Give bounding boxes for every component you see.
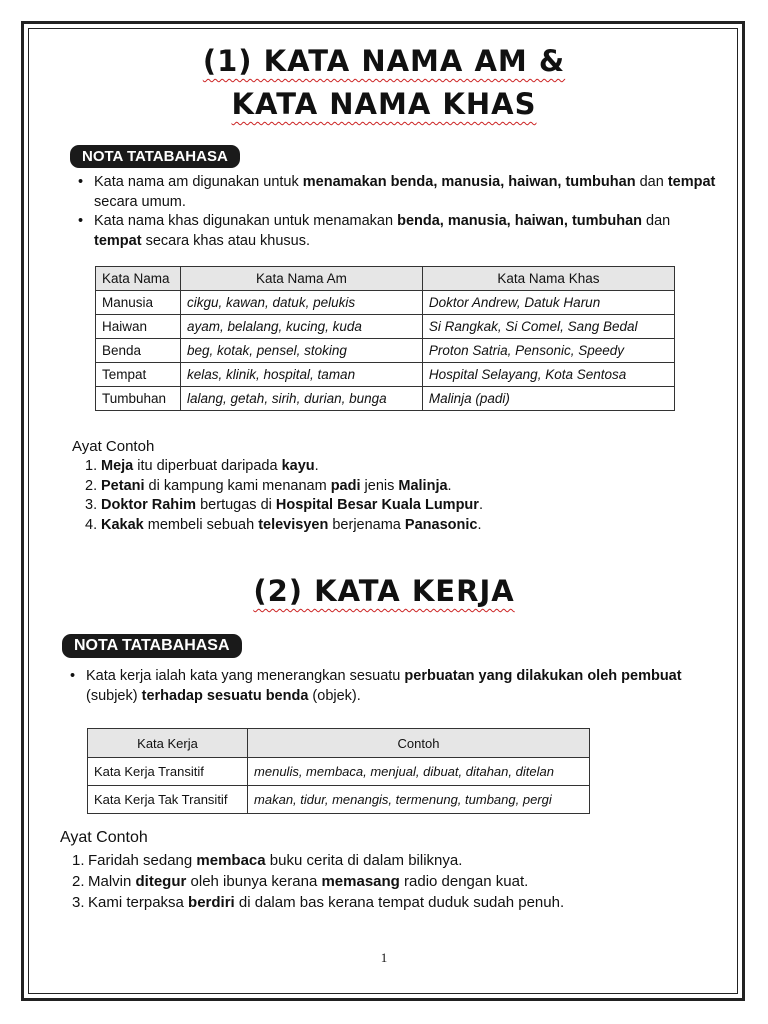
sentence-text: Kami terpaksa — [88, 894, 189, 911]
sentence-text: radio dengan kuat. — [399, 873, 529, 890]
sentence-number: 3. — [72, 894, 85, 911]
example-sentence — [85, 477, 483, 497]
table-cell: Kata Kerja Tak Transitif — [88, 786, 248, 814]
table-cell: Tempat — [96, 363, 181, 387]
table-row — [96, 363, 675, 387]
section2-ayat-list — [72, 850, 564, 913]
keyword: Hospital Besar Kuala Lumpur — [275, 497, 479, 513]
keyword: Petani — [101, 477, 145, 494]
table-cell: kelas, klinik, hospital, taman — [181, 363, 423, 387]
table-cell: Tumbuhan — [96, 387, 181, 411]
table-row — [96, 387, 675, 411]
table-cell: Malinja (padi) — [422, 387, 674, 411]
section1-ayat-title: Ayat Contoh — [72, 438, 155, 455]
keyword: televisyen — [258, 516, 329, 533]
sentence-text: oleh ibunya kerana — [186, 873, 322, 890]
sentence-number: 1. — [72, 852, 85, 869]
keyword: Malinja — [398, 477, 448, 494]
table-cell: menulis, membaca, menjual, dibuat, ditahan, ditelan — [248, 758, 590, 786]
table-cell: beg, kotak, pensel, stoking — [181, 339, 423, 363]
table-cell: Proton Satria, Pensonic, Speedy — [422, 339, 674, 363]
keyword: memasang — [321, 873, 400, 890]
sentence-text: di dalam bas kerana tempat duduk sudah penuh. — [234, 894, 565, 911]
sentence-number: 2. — [85, 477, 98, 494]
section2-title: (2) KATA KERJA — [253, 574, 515, 608]
table-header: Kata Nama Am — [181, 267, 423, 291]
table-cell: Si Rangkak, Si Comel, Sang Bedal — [422, 315, 674, 339]
table-cell: Hospital Selayang, Kota Sentosa — [422, 363, 674, 387]
note-item: • Kata nama khas digunakan untuk menamakan benda, manusia, haiwan, tumbuhan dan tempat secara khas atau khusus. — [78, 212, 718, 251]
section1-badge: NOTA TATABAHASA — [70, 145, 240, 168]
section2-badge: NOTA TATABAHASA — [62, 634, 242, 658]
page-number: 1 — [380, 950, 388, 965]
keyword: Doktor Rahim — [101, 497, 197, 513]
table-cell: lalang, getah, sirih, durian, bunga — [181, 387, 423, 411]
kata-kerja-table — [87, 728, 590, 814]
table-cell: ayam, belalang, kucing, kuda — [181, 315, 423, 339]
table-cell: makan, tidur, menangis, termenung, tumbang, pergi — [248, 786, 590, 814]
note-item: • Kata nama am digunakan untuk menamakan benda, manusia, haiwan, tumbuhan dan tempat secara umum. — [78, 173, 718, 212]
note-item: • Kata kerja ialah kata yang menerangkan sesuatu perbuatan yang dilakukan oleh pembuat (subjek) terhadap sesuatu benda (objek). — [70, 667, 710, 706]
kata-nama-table — [95, 266, 675, 411]
sentence-number: 2. — [72, 873, 85, 890]
keyword: membaca — [196, 852, 266, 869]
sentence-text: Faridah sedang — [88, 852, 197, 869]
sentence-text: . — [477, 516, 482, 533]
table-cell: Benda — [96, 339, 181, 363]
section1-notes — [78, 173, 718, 251]
section2-notes — [70, 667, 710, 706]
table-header: Kata Nama Khas — [422, 267, 674, 291]
sentence-text: membeli sebuah — [143, 516, 259, 533]
keyword: Panasonic — [404, 516, 478, 533]
sentence-number: 4. — [85, 516, 98, 533]
example-sentence — [85, 457, 483, 477]
sentence-text: . — [447, 477, 452, 494]
sentence-text: berjenama — [328, 516, 405, 533]
sentence-text: . — [478, 497, 483, 513]
section1-title-line1: (1) KATA NAMA AM & — [202, 44, 566, 78]
keyword: kayu — [281, 458, 315, 474]
sentence-text: di kampung kami menanam — [144, 477, 331, 494]
sentence-text: Malvin — [88, 873, 136, 890]
table-cell: cikgu, kawan, datuk, pelukis — [181, 291, 423, 315]
sentence-text: jenis — [360, 477, 399, 494]
table-cell: Doktor Andrew, Datuk Harun — [422, 291, 674, 315]
keyword: ditegur — [135, 873, 187, 890]
sentence-number: 1. — [85, 458, 98, 474]
sentence-number: 3. — [85, 497, 98, 513]
sentence-text: bertugas di — [196, 497, 276, 513]
table-cell: Kata Kerja Transitif — [88, 758, 248, 786]
sentence-text: itu diperbuat daripada — [133, 458, 282, 474]
example-sentence — [72, 850, 564, 871]
table-header: Contoh — [248, 729, 590, 758]
section1-title-line2: KATA NAMA KHAS — [231, 87, 537, 121]
keyword: padi — [330, 477, 361, 494]
section1-ayat-list — [85, 457, 483, 535]
example-sentence — [85, 516, 483, 536]
table-header-row — [88, 729, 590, 758]
sentence-text: . — [314, 458, 319, 474]
table-row — [88, 758, 590, 786]
example-sentence — [85, 496, 483, 516]
keyword: berdiri — [188, 894, 235, 911]
example-sentence — [72, 871, 564, 892]
table-cell: Haiwan — [96, 315, 181, 339]
sentence-text: buku cerita di dalam biliknya. — [265, 852, 463, 869]
table-cell: Manusia — [96, 291, 181, 315]
table-row — [96, 315, 675, 339]
section2-ayat-title: Ayat Contoh — [60, 829, 148, 846]
table-header: Kata Nama — [96, 267, 181, 291]
table-row — [88, 786, 590, 814]
example-sentence — [72, 892, 564, 913]
table-row — [96, 339, 675, 363]
table-row — [96, 291, 675, 315]
keyword: Meja — [101, 458, 134, 474]
keyword: Kakak — [101, 516, 144, 533]
table-header-row — [96, 267, 675, 291]
table-header: Kata Kerja — [88, 729, 248, 758]
